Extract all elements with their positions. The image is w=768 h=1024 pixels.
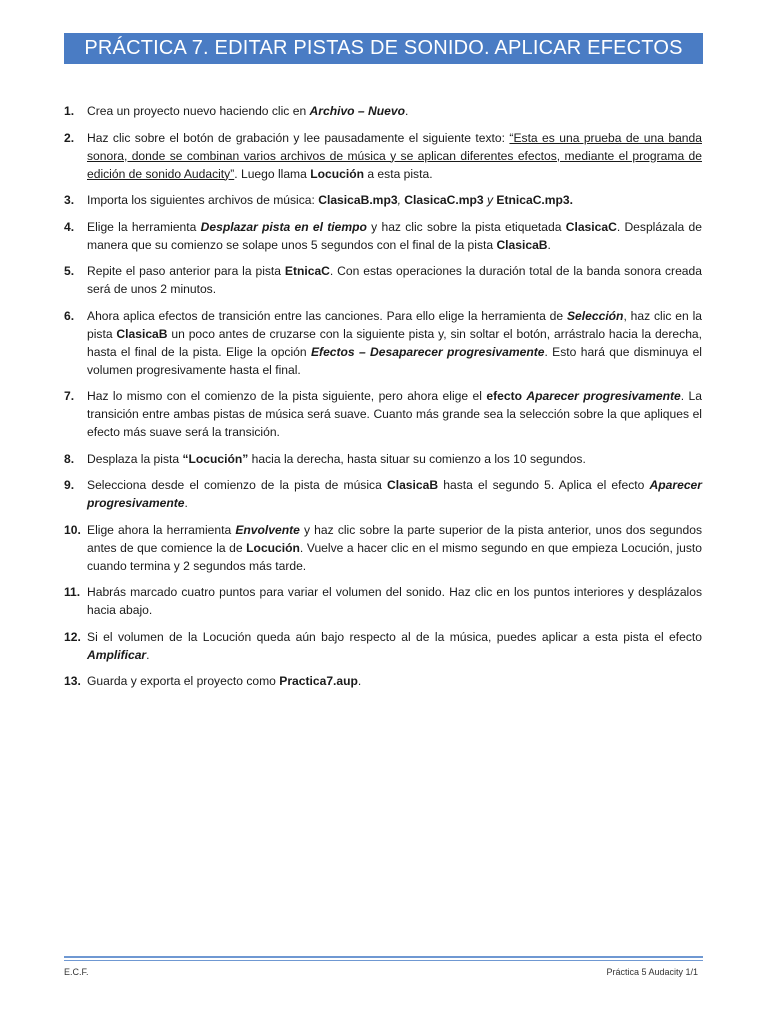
step-text: Repite el paso anterior para la pista	[87, 264, 285, 278]
step-text: Desplaza la pista	[87, 451, 183, 466]
step-text: ClasicaB.mp3	[318, 193, 398, 207]
page-title: PRÁCTICA 7. EDITAR PISTAS DE SONIDO. APLICAR EFECTOS	[64, 33, 703, 64]
step-text: Aparecer progresivamente	[87, 478, 702, 510]
step-text: , haz clic en la pista	[87, 308, 702, 341]
step-text: Locución	[310, 166, 364, 181]
step-text: EtnicaC	[284, 264, 330, 278]
step-text: ClasicaC	[565, 219, 617, 234]
step-item	[64, 450, 702, 468]
step-text: Aparecer progresivamente	[526, 389, 681, 403]
step-number: 10.	[64, 522, 81, 537]
step-text: ClasicaB	[496, 237, 548, 252]
step-text: ClasicaC.mp3	[404, 193, 484, 207]
step-text: Ahora aplica efectos de transición entre las canciones. Para ello elige la herramienta de	[87, 308, 567, 323]
step-item	[64, 307, 702, 379]
step-item	[64, 191, 702, 209]
step-item	[64, 583, 702, 619]
step-number: 9.	[64, 478, 75, 492]
step-number: 13.	[64, 674, 81, 688]
step-text: ClasicaB	[116, 326, 168, 341]
step-text: . Desplázala de manera que su comienzo se solape unos 5 segundos con el final de la pista	[87, 219, 702, 252]
step-text: .	[547, 237, 551, 252]
step-number: 1.	[64, 104, 75, 118]
step-item	[64, 672, 702, 690]
step-text: Elige ahora la herramienta	[87, 522, 236, 537]
footer-author: E.C.F.	[64, 967, 89, 977]
step-text: . Vuelve a hacer clic en el mismo segundo en que empieza Locución, justo cuando termina y 2 segundos más tarde.	[87, 540, 702, 573]
step-text: Practica7.aup	[279, 674, 358, 688]
footer-divider	[64, 956, 703, 958]
step-number: 4.	[64, 219, 75, 234]
step-number: 3.	[64, 193, 75, 207]
step-text: un poco antes de cruzarse con la siguiente pista y, sin soltar el botón, arrástralo hacia la derecha, hasta el final de la pista. Elige la opción	[87, 326, 703, 359]
step-item	[64, 129, 702, 183]
step-text: .	[357, 674, 362, 688]
step-item	[64, 262, 702, 298]
step-text: a esta pista.	[363, 166, 433, 181]
footer-page-info: Práctica 5 Audacity 1/1	[606, 967, 698, 977]
step-text: Importa los siguientes archivos de música:	[87, 193, 319, 207]
step-item	[64, 476, 702, 512]
step-text: Guarda y exporta el proyecto como	[87, 674, 280, 688]
step-number: 2.	[64, 130, 75, 145]
step-text: Locución	[246, 540, 300, 555]
step-text: .	[146, 647, 150, 662]
step-text: y	[483, 193, 497, 207]
step-number: 6.	[64, 308, 75, 323]
footer-divider-thin	[64, 960, 703, 961]
step-number: 11.	[64, 585, 81, 599]
step-text: .	[404, 104, 409, 118]
step-text: .	[184, 496, 188, 510]
step-text: . Esto hará que disminuya el volumen progresivamente hasta el final.	[87, 344, 702, 377]
step-text: Si el volumen de la Locución queda aún bajo respecto al de la música, puedes aplicar a esta pista el efecto	[87, 629, 702, 644]
step-text: EtnicaC.mp3.	[496, 193, 574, 207]
step-text: “Esta es una prueba de una banda sonora, donde se combinan varios archivos de música y se aplican diferentes efectos, mediante el programa de edición de sonido Audacity”	[87, 130, 702, 181]
step-text: Elige la herramienta	[87, 219, 201, 234]
step-text: Amplificar	[87, 647, 147, 662]
instruction-list	[64, 102, 702, 699]
step-item	[64, 521, 702, 575]
step-text: Selecciona desde el comienzo de la pista de música	[87, 478, 387, 492]
step-text: . Luego llama	[234, 166, 311, 181]
step-number: 7.	[64, 389, 75, 403]
step-text: Haz lo mismo con el comienzo de la pista siguiente, pero ahora elige el	[87, 389, 487, 403]
step-text: . Con estas operaciones la duración total de la banda sonora creada será de unos 2 minutos.	[87, 264, 702, 296]
step-text: hasta el segundo 5. Aplica el efecto	[438, 478, 650, 492]
step-text: Selección	[566, 308, 624, 323]
step-text: efecto	[486, 389, 522, 403]
step-text: Habrás marcado cuatro puntos para variar el volumen del sonido. Haz clic en los puntos interiores y desplázalos hacia abajo.	[87, 585, 702, 617]
step-text: Crea un proyecto nuevo haciendo clic en	[87, 104, 310, 118]
step-item	[64, 387, 702, 441]
step-text: Archivo – Nuevo	[309, 104, 405, 118]
step-item	[64, 218, 702, 254]
step-text: “Locución”	[182, 451, 249, 466]
step-text: Efectos – Desaparecer progresivamente	[310, 344, 545, 359]
step-text: . La transición entre ambas pistas de música será suave. Cuanto más grande sea la selección sobre la que apliques el efecto más suave será la transición.	[87, 389, 702, 439]
step-number: 8.	[64, 451, 75, 466]
step-text: y haz clic sobre la pista etiquetada	[366, 219, 566, 234]
step-text: ,	[397, 193, 405, 207]
step-item	[64, 102, 702, 120]
step-text: Desplazar pista en el tiempo	[200, 219, 367, 234]
step-text: Haz clic sobre el botón de grabación y lee pausadamente el siguiente texto:	[87, 130, 510, 145]
step-item	[64, 628, 702, 664]
step-text: hacia la derecha, hasta situar su comienzo a los 10 segundos.	[248, 451, 586, 466]
step-text: Envolvente	[235, 522, 300, 537]
step-number: 5.	[64, 264, 75, 278]
step-text: ClasicaB	[386, 478, 439, 492]
step-number: 12.	[64, 629, 81, 644]
step-text: y haz clic sobre la parte superior de la pista anterior, unos dos segundos antes de que comience la de	[87, 522, 702, 555]
